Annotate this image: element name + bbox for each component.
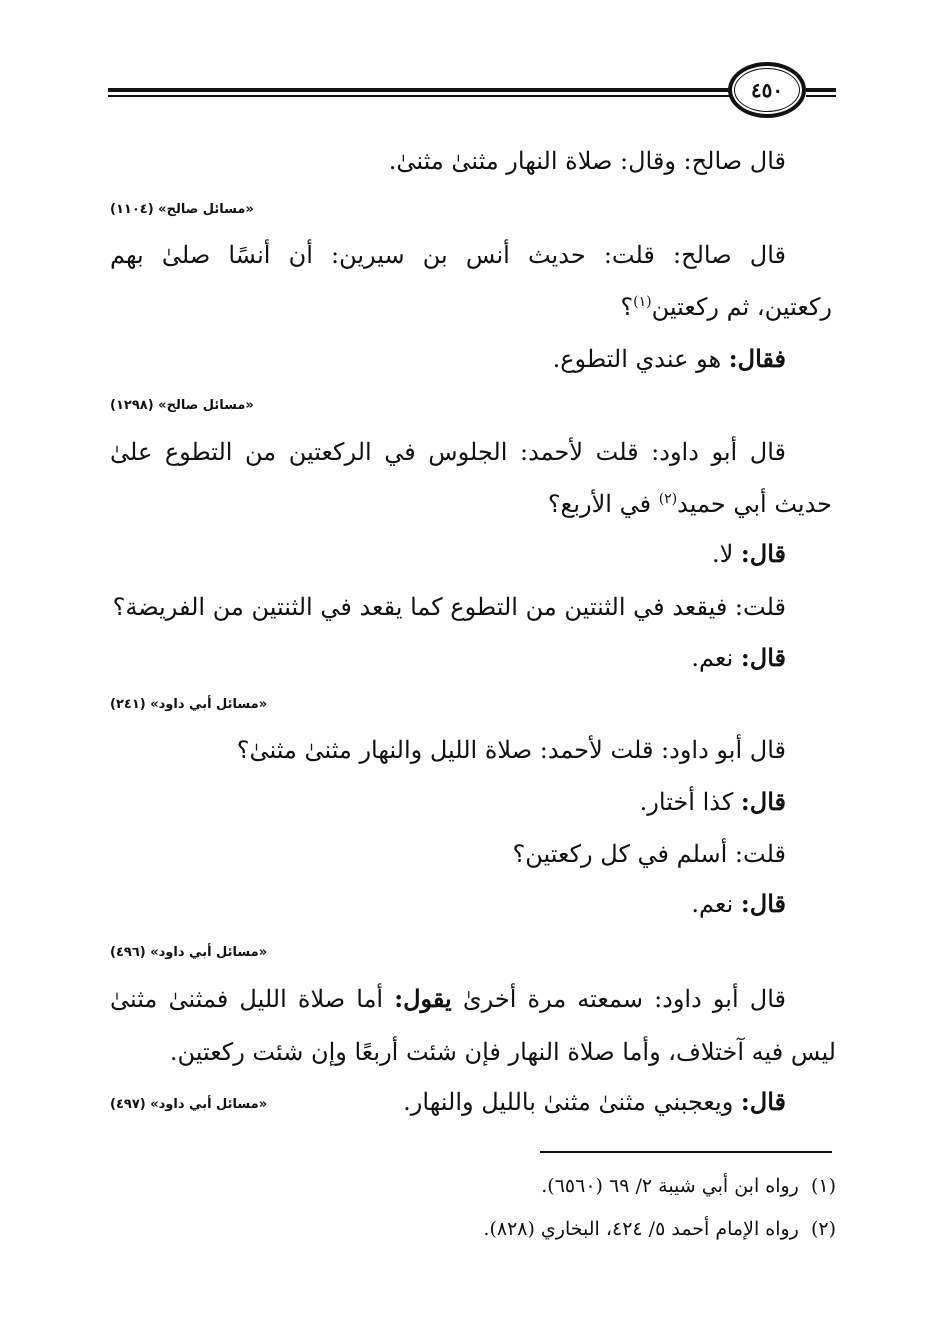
speaker-label: قال:	[740, 1087, 786, 1116]
paragraph-line: قال صالح: قلت: حديث أنس بن سيرين: أن أنسًا صلىٰ بهم	[110, 241, 786, 269]
paragraph-line: قلت: فيقعد في الثنتين من التطوع كما يقعد في الثنتين من الفريضة؟	[112, 593, 786, 621]
speaker-label: يقول:	[394, 984, 452, 1013]
footnote-ref[interactable]: (٢)	[658, 491, 678, 507]
text-run: نعم.	[691, 890, 741, 918]
text-run: ؟	[620, 293, 634, 321]
paragraph-line	[640, 785, 786, 819]
speaker-label: قال:	[740, 787, 786, 816]
text-run: لا.	[711, 540, 741, 568]
footnote-separator	[540, 1151, 832, 1153]
text-run: في الأربع؟	[547, 490, 659, 518]
text-run: نعم.	[691, 644, 741, 672]
paragraph-line	[620, 290, 832, 324]
header-rule-thin	[108, 95, 730, 97]
paragraph-line: ليس فيه آختلاف، وأما صلاة النهار فإن شئت أربعًا وإن شئت ركعتين.	[169, 1038, 836, 1066]
footnote-marker: (٢)	[810, 1218, 836, 1240]
text-run: هو عندي التطوع.	[552, 345, 729, 373]
paragraph-line	[548, 487, 832, 521]
paragraph-line: قال أبو داود: قلت لأحمد: الجلوس في الركعتين من التطوع علىٰ	[110, 438, 786, 466]
source-citation: «مسائل أبي داود» (٤٩٦)	[110, 945, 268, 960]
text-run: ويعجبني مثنىٰ مثنىٰ بالليل والنهار.	[403, 1088, 741, 1116]
paragraph-line	[691, 641, 786, 675]
speaker-label: قال:	[740, 539, 786, 568]
paragraph-line	[110, 982, 786, 1016]
text-run: حديث أبي حميد	[677, 490, 832, 518]
paragraph-line: قلت: أسلم في كل ركعتين؟	[512, 840, 786, 868]
page-number: ٤٥٠	[734, 68, 800, 112]
text-run: كذا أختار.	[639, 788, 741, 816]
text-run: أما صلاة الليل فمثنىٰ مثنىٰ	[110, 985, 395, 1013]
paragraph-line: قال صالح: وقال: صلاة النهار مثنىٰ مثنىٰ.	[388, 147, 786, 175]
speaker-label: قال:	[740, 889, 786, 918]
speaker-label: قال:	[740, 643, 786, 672]
source-citation: «مسائل صالح» (١١٠٤)	[110, 202, 254, 217]
header-rule-right	[806, 88, 836, 92]
footnote-ref[interactable]: (١)	[633, 294, 652, 310]
paragraph-line	[712, 537, 786, 571]
source-citation: «مسائل أبي داود» (٤٩٧)	[110, 1097, 268, 1112]
header-rule	[108, 88, 730, 92]
paragraph-line	[691, 887, 786, 921]
text-run: ركعتين، ثم ركعتين	[651, 293, 832, 321]
paragraph-line	[553, 342, 786, 376]
text-run: قال أبو داود: سمعته مرة أخرىٰ	[451, 985, 786, 1013]
source-citation: «مسائل صالح» (١٢٩٨)	[110, 398, 254, 413]
footnote	[483, 1215, 836, 1243]
header-rule-right-thin	[806, 95, 836, 97]
footnote	[541, 1172, 836, 1200]
footnote-text: رواه ابن أبي شيبة ٢/ ٦٩ (٦٥٦٠).	[541, 1175, 799, 1197]
footnote-text: رواه الإمام أحمد ٥/ ٤٢٤، البخاري (٨٢٨).	[483, 1218, 799, 1240]
paragraph-line	[403, 1085, 786, 1119]
source-citation: «مسائل أبي داود» (٢٤١)	[110, 697, 268, 712]
speaker-label: فقال:	[728, 344, 786, 373]
footnote-marker: (١)	[810, 1175, 836, 1197]
paragraph-line: قال أبو داود: قلت لأحمد: صلاة الليل والنهار مثنىٰ مثنىٰ؟	[236, 736, 786, 764]
